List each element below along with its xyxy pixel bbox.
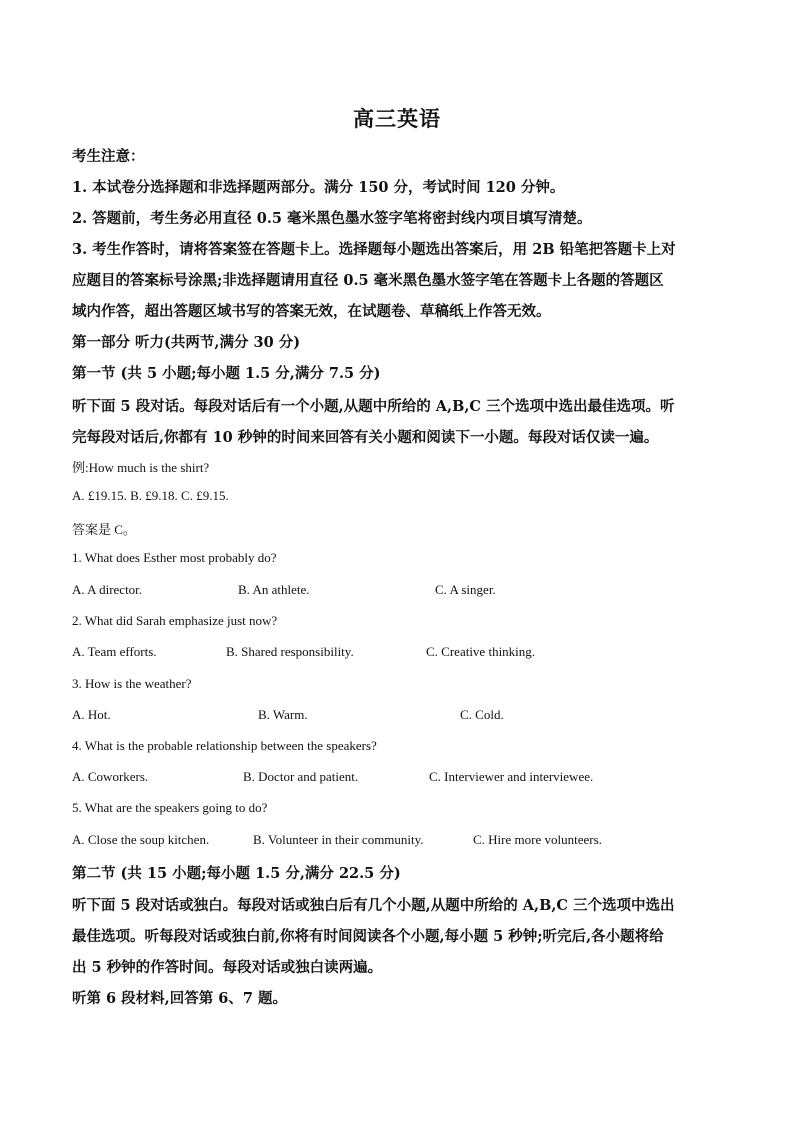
section2-instruction-line-2: 最佳选项。听每段对话或独白前,你将有时间阅读各个小题,每小题 5 秒钟;听完后,各小题将给	[72, 928, 664, 945]
question-1: 1. What does Esther most probably do?	[72, 550, 277, 565]
question-3-option-b: B. Warm.	[258, 707, 308, 722]
question-4-option-a: A. Coworkers.	[72, 769, 149, 784]
question-5: 5. What are the speakers going to do?	[72, 800, 268, 815]
question-4: 4. What is the probable relationship between the speakers?	[72, 738, 377, 753]
question-3: 3. How is the weather?	[72, 676, 192, 691]
question-2: 2. What did Sarah emphasize just now?	[72, 613, 278, 628]
section1-instruction-line-1: 听下面 5 段对话。每段对话后有一个小题,从题中所给的 A,B,C 三个选项中选出最佳选项。听	[72, 398, 675, 415]
section2-heading: 第二节 (共 15 小题;每小题 1.5 分,满分 22.5 分)	[72, 865, 401, 882]
question-1-option-c: C. A singer.	[435, 582, 496, 597]
question-4-option-b: B. Doctor and patient.	[243, 769, 359, 784]
section2-instruction-line-1: 听下面 5 段对话或独白。每段对话或独白后有几个小题,从题中所给的 A,B,C 三个选项中选出	[72, 897, 675, 914]
question-1-option-a: A. A director.	[72, 582, 143, 597]
question-2-option-a: A. Team efforts.	[72, 644, 157, 659]
question-5-option-c: C. Hire more volunteers.	[473, 832, 602, 847]
notice-heading: 考生注意：	[72, 148, 145, 165]
example-answer: 答案是 C。	[72, 522, 136, 537]
question-4-option-c: C. Interviewer and interviewee.	[429, 769, 594, 784]
question-5-option-a: A. Close the soup kitchen.	[72, 832, 210, 847]
question-3-option-c: C. Cold.	[460, 707, 504, 722]
section1-instruction-line-2: 完每段对话后,你都有 10 秒钟的时间来回答有关小题和阅读下一小题。每段对话仅读一遍。	[72, 429, 659, 446]
question-1-option-b: B. An athlete.	[238, 582, 310, 597]
example-question: 例:How much is the shirt?	[72, 460, 210, 475]
notice-item-2: 2. 答题前，考生务必用直径 0.5 毫米黑色墨水签字笔将密封线内项目填写清楚。	[72, 210, 592, 227]
section2-instruction-line-3: 出 5 秒钟的作答时间。每段对话或独白读两遍。	[72, 959, 383, 976]
example-options: A. £19.15. B. £9.18. C. £9.15.	[72, 488, 229, 503]
part1-heading: 第一部分 听力(共两节,满分 30 分)	[72, 334, 301, 351]
notice-item-3-line-1: 3. 考生作答时，请将答案签在答题卡上。选择题每小题选出答案后，用 2B 铅笔把答题卡上对	[72, 241, 676, 258]
question-2-option-c: C. Creative thinking.	[426, 644, 536, 659]
notice-item-3-line-2: 应题目的答案标号涂黑;非选择题请用直径 0.5 毫米黑色墨水签字笔在答题卡上各题的答题区	[72, 272, 664, 289]
notice-item-1: 1. 本试卷分选择题和非选择题两部分。满分 150 分，考试时间 120 分钟。	[72, 179, 565, 196]
material-6-instruction: 听第 6 段材料,回答第 6、7 题。	[72, 990, 288, 1007]
question-2-option-b: B. Shared responsibility.	[226, 644, 354, 659]
question-3-option-a: A. Hot.	[72, 707, 111, 722]
notice-item-3-line-3: 域内作答，超出答题区域书写的答案无效，在试题卷、草稿纸上作答无效。	[72, 303, 551, 320]
question-5-option-b: B. Volunteer in their community.	[253, 832, 424, 847]
section1-heading: 第一节 (共 5 小题;每小题 1.5 分,满分 7.5 分)	[72, 365, 381, 382]
page-title: 高三英语	[353, 106, 441, 131]
